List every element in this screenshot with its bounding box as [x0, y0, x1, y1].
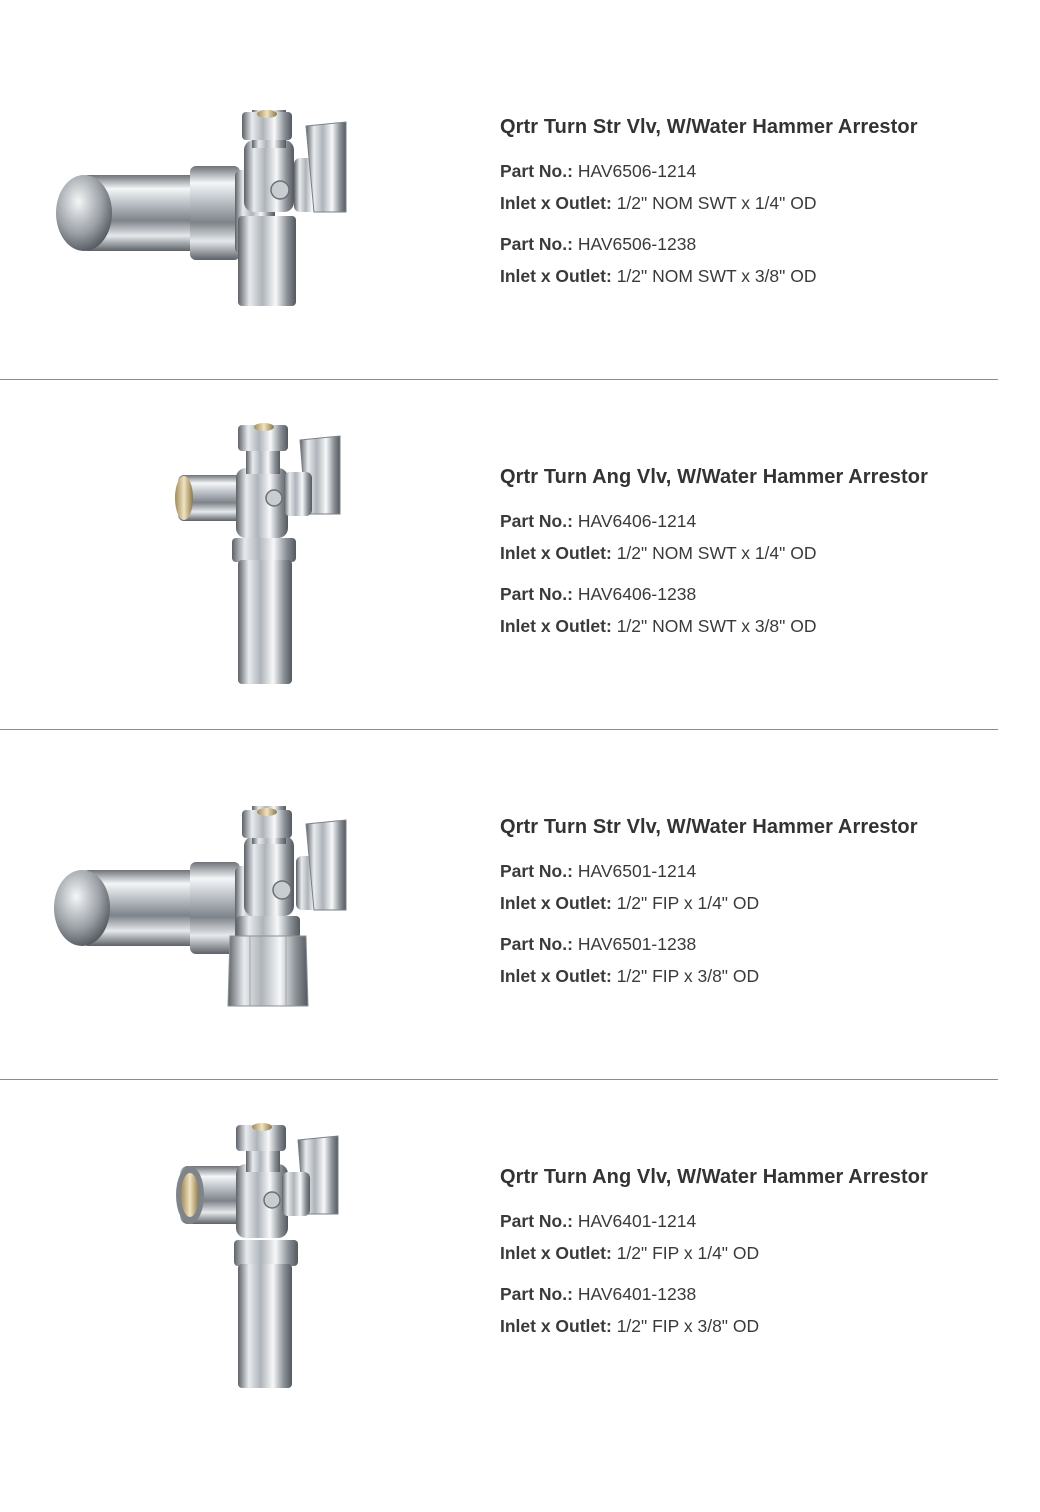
inlet-outlet-label: Inlet x Outlet: [500, 966, 612, 986]
angle-valve-hammer-arrestor-icon [40, 380, 370, 730]
part-no-label: Part No.: [500, 1284, 573, 1304]
inlet-outlet-line [500, 537, 928, 569]
inlet-outlet-label: Inlet x Outlet: [500, 1243, 612, 1263]
product-section [0, 1080, 998, 1430]
inlet-outlet-line [500, 960, 918, 992]
inlet-outlet-label: Inlet x Outlet: [500, 543, 612, 563]
part-number: HAV6406-1238 [577, 584, 697, 604]
inlet-outlet-label: Inlet x Outlet: [500, 616, 612, 636]
angle-valve-hammer-arrestor-icon [40, 1080, 370, 1430]
part-no-label: Part No.: [500, 861, 573, 881]
variant-block [500, 505, 928, 569]
inlet-outlet-line [500, 610, 928, 642]
inlet-outlet-label: Inlet x Outlet: [500, 893, 612, 913]
product-section [0, 30, 998, 380]
part-no-label: Part No.: [500, 1211, 573, 1231]
part-number-line [500, 1278, 928, 1310]
part-number: HAV6406-1214 [577, 511, 697, 531]
inlet-outlet-line [500, 260, 918, 292]
product-info [500, 1166, 928, 1342]
product-section [0, 730, 998, 1080]
inlet-outlet-value: 1/2" FIP x 3/8" OD [616, 1316, 760, 1336]
variant-block [500, 155, 918, 219]
straight-valve-hammer-arrestor-icon [40, 730, 370, 1080]
product-title: Qrtr Turn Ang Vlv, W/Water Hammer Arrestor [500, 1166, 928, 1188]
part-number: HAV6501-1238 [577, 934, 697, 954]
part-number: HAV6401-1238 [577, 1284, 697, 1304]
inlet-outlet-line [500, 187, 918, 219]
part-number-line [500, 1205, 928, 1237]
part-number-line [500, 505, 928, 537]
part-no-label: Part No.: [500, 234, 573, 254]
variant-block [500, 228, 918, 292]
straight-valve-hammer-arrestor-icon [40, 30, 370, 380]
variant-block [500, 578, 928, 642]
variant-block [500, 1278, 928, 1342]
inlet-outlet-label: Inlet x Outlet: [500, 193, 612, 213]
inlet-outlet-value: 1/2" NOM SWT x 1/4" OD [616, 193, 817, 213]
inlet-outlet-value: 1/2" NOM SWT x 3/8" OD [616, 616, 817, 636]
part-no-label: Part No.: [500, 934, 573, 954]
part-number: HAV6506-1214 [577, 161, 697, 181]
product-title: Qrtr Turn Ang Vlv, W/Water Hammer Arrestor [500, 466, 928, 488]
part-no-label: Part No.: [500, 161, 573, 181]
product-title: Qrtr Turn Str Vlv, W/Water Hammer Arrestor [500, 816, 918, 838]
inlet-outlet-value: 1/2" FIP x 1/4" OD [616, 893, 760, 913]
inlet-outlet-value: 1/2" FIP x 3/8" OD [616, 966, 760, 986]
inlet-outlet-label: Inlet x Outlet: [500, 266, 612, 286]
part-no-label: Part No.: [500, 511, 573, 531]
part-number-line [500, 855, 918, 887]
inlet-outlet-value: 1/2" NOM SWT x 3/8" OD [616, 266, 817, 286]
variant-block [500, 928, 918, 992]
variant-block [500, 855, 918, 919]
product-info [500, 116, 918, 292]
part-number-line [500, 228, 918, 260]
part-number-line [500, 155, 918, 187]
part-number-line [500, 578, 928, 610]
part-number: HAV6506-1238 [577, 234, 697, 254]
product-section [0, 380, 998, 730]
inlet-outlet-line [500, 1310, 928, 1342]
product-title: Qrtr Turn Str Vlv, W/Water Hammer Arrestor [500, 116, 918, 138]
inlet-outlet-line [500, 887, 918, 919]
inlet-outlet-label: Inlet x Outlet: [500, 1316, 612, 1336]
product-info [500, 466, 928, 642]
part-number-line [500, 928, 918, 960]
part-number: HAV6401-1214 [577, 1211, 697, 1231]
part-number: HAV6501-1214 [577, 861, 697, 881]
inlet-outlet-line [500, 1237, 928, 1269]
inlet-outlet-value: 1/2" FIP x 1/4" OD [616, 1243, 760, 1263]
product-info [500, 816, 918, 992]
inlet-outlet-value: 1/2" NOM SWT x 1/4" OD [616, 543, 817, 563]
part-no-label: Part No.: [500, 584, 573, 604]
variant-block [500, 1205, 928, 1269]
